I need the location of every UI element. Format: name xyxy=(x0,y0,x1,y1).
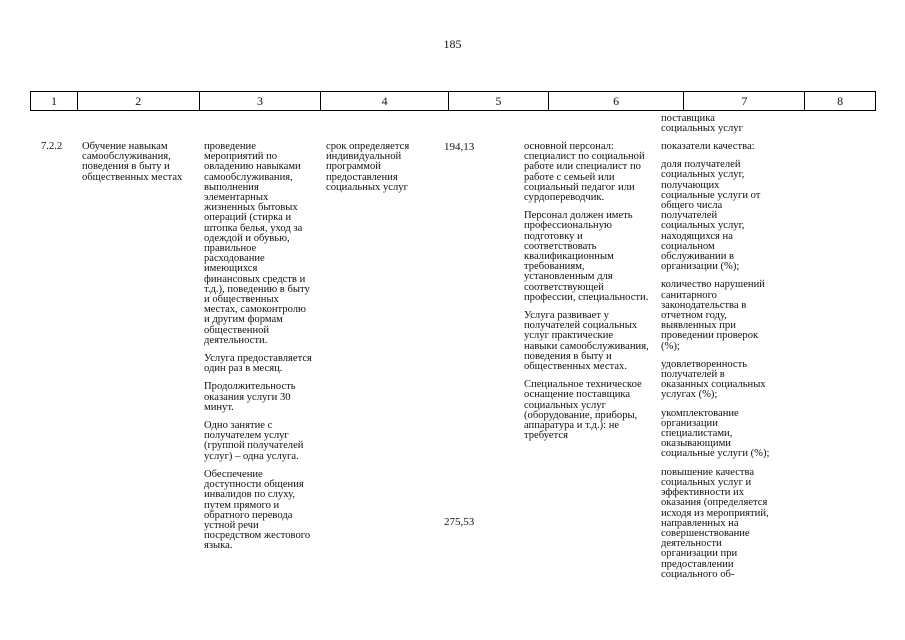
quality-indicator-paragraph: количество нарушений санитарного законодательства в отчетном году, выявленных при проведении проверок (%); xyxy=(661,279,765,352)
service-name: Обучение навыкам самообслуживания, поведения в быту и общественных местах xyxy=(82,141,183,183)
header-cell-2: 2 xyxy=(78,92,200,110)
quality-indicator-paragraph: доля получателей социальных услуг, получающих социальные услуги от общего числа получателей социальных услуг, находящихся на социальном обслуживании в организации (%); xyxy=(661,159,761,273)
header-cell-8: 8 xyxy=(837,94,844,108)
service-description-paragraph: Одно занятие с получателем услуг (группой получателей услуг) – одна услуга. xyxy=(204,420,304,462)
tariff-value: 275,53 xyxy=(444,516,475,528)
row-number: 7.2.2 xyxy=(41,141,63,152)
table-header-row xyxy=(30,91,876,111)
service-description-paragraph: Обеспечение доступности общения инвалидов по слуху, путем прямого и обратного перевода устной речи посредством жестового языка. xyxy=(204,468,311,552)
service-description-paragraph: Продолжительность оказания услуги 30 минут. xyxy=(204,381,296,413)
header-cell-3: 3 xyxy=(200,92,322,110)
page-number: 185 xyxy=(443,37,462,51)
header-cell-7: 7 xyxy=(684,92,805,110)
service-description-paragraph: проведение мероприятий по овладению навыками самообслуживания, выполнения элементарных жизненных бытовых операций (стирка и штопка белья, уход за одеждой и обувью, правильное расходование имеющихся финансовых средств и т.д.), поведению в быту и общественных местах, самоконтролю и другим формам общественной деятельности. xyxy=(204,141,310,346)
service-conditions-paragraph: Услуга развивает у получателей социальных услуг практические навыки самообслуживания, поведения в быту и общественных местах. xyxy=(524,310,649,373)
quality-indicator-paragraph: удовлетворенность получателей в оказанных социальных услугах (%); xyxy=(661,358,766,401)
quality-indicators-continuation: поставщика социальных услуг xyxy=(661,113,743,135)
service-term: срок определяется индивидуальной программой предоставления социальных услуг xyxy=(326,141,410,193)
header-cell-4: 4 xyxy=(321,92,449,110)
tariff-value: 194,13 xyxy=(444,141,475,153)
service-description xyxy=(204,142,314,560)
service-conditions-paragraph: основной персонал: специалист по социальной работе или специалист по работе с семьей или социальный педагог или сурдопереводчик. xyxy=(524,141,645,204)
header-cell-1: 1 xyxy=(31,92,78,110)
service-description-paragraph: Услуга предоставляется один раз в месяц. xyxy=(204,353,312,375)
header-cell-5: 5 xyxy=(449,92,549,110)
quality-indicator-paragraph: повышение качества социальных услуг и эффективности их оказания (определяется исходя из мероприятий, направленных на совершенствование деятельности организации при предоставлении социального об- xyxy=(661,466,769,580)
service-conditions-paragraph: Специальное техническое оснащение поставщика социальных услуг (оборудование, приборы, аппаратура и т.д.): не требуется xyxy=(524,379,642,442)
quality-indicators xyxy=(661,142,771,588)
service-conditions xyxy=(524,142,649,449)
quality-indicator-paragraph: показатели качества: xyxy=(661,141,755,152)
service-conditions-paragraph: Персонал должен иметь профессиональную подготовку и соответствовать квалификационным требованиям, установленным для соответствующей профессии, специальности. xyxy=(524,210,649,303)
header-cell-6: 6 xyxy=(549,92,685,110)
quality-indicator-paragraph: укомплектование организации специалистами, оказывающими социальные услуги (%); xyxy=(661,407,770,460)
